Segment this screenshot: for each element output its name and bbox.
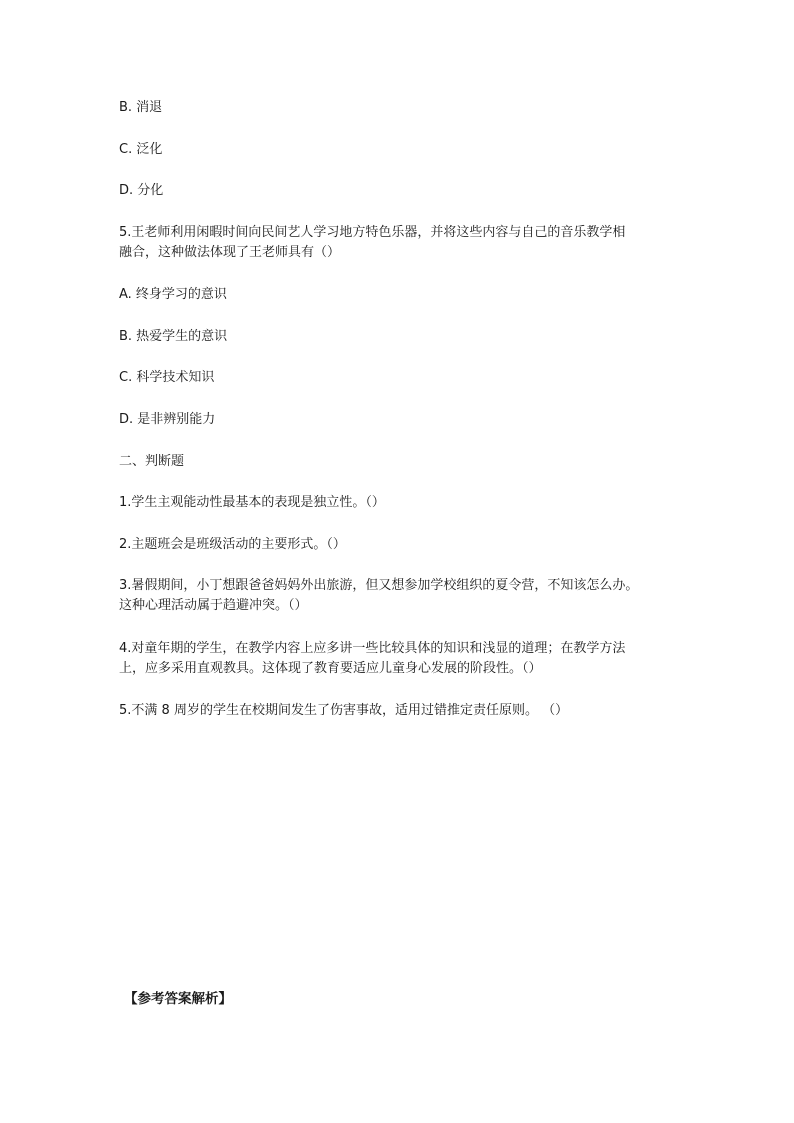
q5-stem-line-2: 融合，这种做法体现了王老师具有（） [119,245,341,260]
judgement-item-4-line-1: 4.对童年期的学生，在教学内容上应多讲一些比较具体的知识和浅显的道理；在教学方法 [119,641,626,656]
q5-option-d: D. 是非辨别能力 [119,412,216,427]
judgement-item-5: 5.不满 8 周岁的学生在校期间发生了伤害事故，适用过错推定责任原则。 （） [119,703,569,718]
q4-option-d: D. 分化 [119,183,164,198]
q5-option-b: B. 热爱学生的意识 [119,329,228,344]
section-title-judgement: 二、判断题 [119,454,185,469]
judgement-item-4-line-2: 上，应多采用直观教具。这体现了教育要适应儿童身心发展的阶段性。（） [119,661,542,676]
q5-stem-line-1: 5.王老师利用闲暇时间向民间艺人学习地方特色乐器，并将这些内容与自己的音乐教学相 [119,225,626,240]
judgement-item-2: 2.主题班会是班级活动的主要形式。（） [119,537,346,552]
q5-option-c: C. 科学技术知识 [119,370,215,385]
judgement-item-1: 1.学生主观能动性最基本的表现是独立性。（） [119,495,385,510]
q4-option-c: C. 泛化 [119,142,163,157]
answer-analysis-heading: 【参考答案解析】 [124,991,232,1007]
judgement-item-3-line-1: 3.暑假期间，小丁想跟爸爸妈妈外出旅游，但又想参加学校组织的夏令营，不知该怎么办。 [119,578,639,593]
q5-option-a: A. 终身学习的意识 [119,287,227,302]
judgement-item-3-line-2: 这种心理活动属于趋避冲突。（） [119,598,308,613]
q4-option-b: B. 消退 [119,100,163,115]
